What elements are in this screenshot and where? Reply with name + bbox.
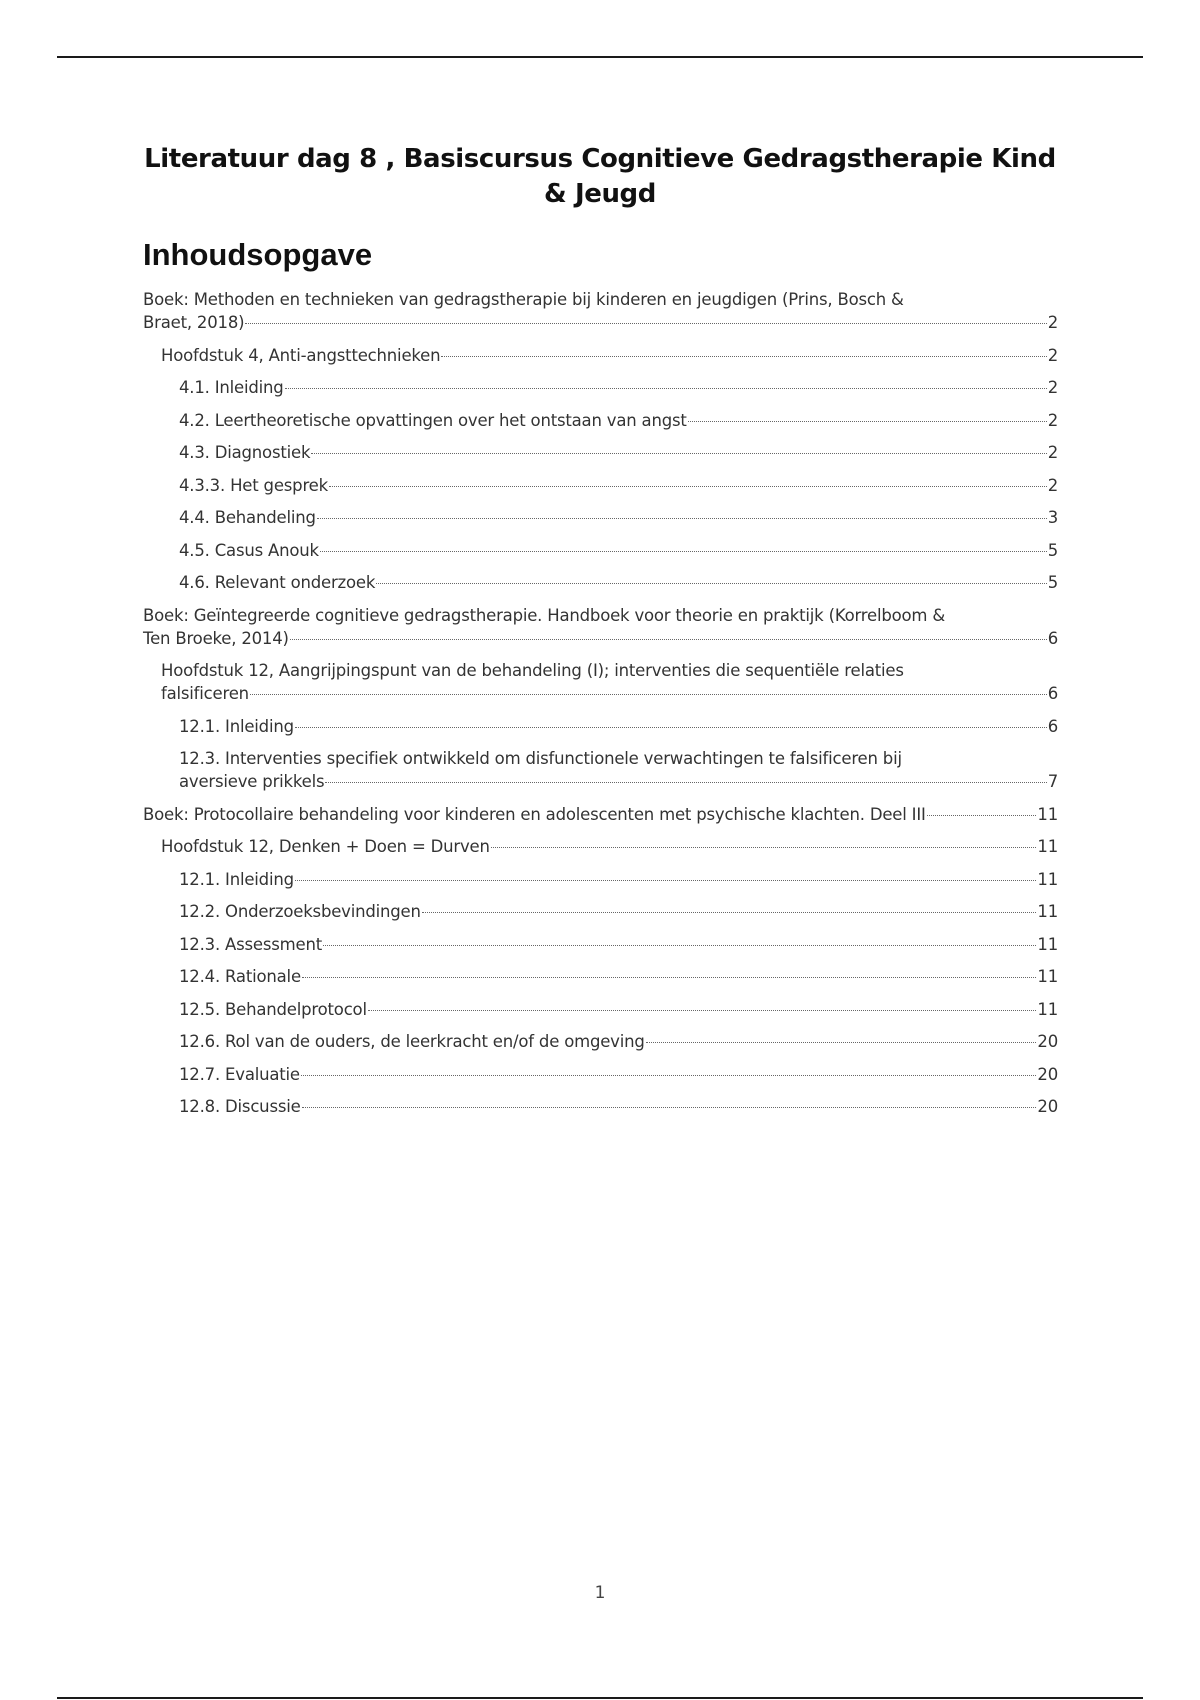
toc-entry[interactable] — [179, 506, 1058, 529]
toc-entry-title: 4.5. Casus Anouk — [179, 540, 319, 560]
toc-entry-title: 12.6. Rol van de ouders, de leerkracht en/of de omgeving — [179, 1032, 645, 1051]
toc-entry[interactable] — [143, 604, 1058, 650]
toc-page-number: 11 — [1037, 804, 1058, 824]
dot-leader — [295, 880, 1037, 881]
dot-leader — [441, 356, 1046, 357]
dot-leader — [646, 1042, 1037, 1043]
toc-entry-title: Hoofdstuk 12, Aangrijpingspunt van de behandeling (I); interventies die sequentiële relaties — [161, 661, 904, 680]
toc-entry[interactable] — [179, 715, 1058, 738]
toc-entry-title: 12.1. Inleiding — [179, 716, 294, 736]
dot-leader — [329, 486, 1047, 487]
document-title: Literatuur dag 8 , Basiscursus Cognitieve Gedragstherapie Kind & Jeugd — [144, 144, 1056, 209]
toc-page-number: 2 — [1047, 475, 1058, 495]
dot-leader — [302, 1107, 1037, 1108]
toc-entry-title: Boek: Protocollaire behandeling voor kinderen en adolescenten met psychische klachten. Deel III — [143, 804, 926, 824]
toc-page-number: 3 — [1047, 508, 1058, 527]
toc-entry-title: Hoofdstuk 4, Anti-angsttechnieken — [161, 345, 441, 365]
toc-entry-title: Boek: Geïntegreerde cognitieve gedragstherapie. Handboek voor theorie en praktijk (Korrelboom & — [143, 605, 946, 625]
toc-page-number: 20 — [1037, 1064, 1058, 1084]
toc-entry-title: 12.3. Interventies specifiek ontwikkeld om disfunctionele verwachtingen te falsificeren bij — [179, 749, 902, 768]
dot-leader — [245, 323, 1046, 324]
toc-entry-title: 12.4. Rationale — [179, 967, 301, 986]
dot-leader — [320, 551, 1047, 552]
toc-entry[interactable] — [161, 659, 1058, 705]
toc-entry[interactable] — [179, 965, 1058, 988]
toc-entry-title: Hoofdstuk 12, Denken + Doen = Durven — [161, 837, 490, 856]
toc-entry-title: 12.8. Discussie — [179, 1097, 301, 1116]
dot-leader — [927, 815, 1037, 816]
dot-leader — [422, 912, 1037, 913]
toc-entry-title: 12.7. Evaluatie — [179, 1064, 300, 1084]
toc-page-number: 2 — [1047, 313, 1058, 332]
toc-entry[interactable] — [179, 539, 1058, 562]
toc-page-number: 6 — [1047, 716, 1058, 736]
dot-leader — [311, 453, 1046, 454]
toc-entry-title: 12.5. Behandelprotocol — [179, 999, 367, 1019]
dot-leader — [302, 977, 1036, 978]
toc-entry[interactable] — [179, 900, 1058, 923]
toc-entry-title: Ten Broeke, 2014) — [143, 628, 289, 648]
toc-entry-title: falsificeren — [161, 684, 249, 703]
footer-rule — [57, 1697, 1143, 1699]
toc-entry[interactable] — [179, 1063, 1058, 1086]
toc-heading: Inhoudsopgave — [143, 237, 373, 272]
dot-leader — [323, 945, 1036, 946]
page-number: 1 — [594, 1583, 606, 1603]
toc-page-number: 11 — [1037, 902, 1058, 921]
toc-page-number: 7 — [1047, 772, 1058, 791]
toc-entry[interactable] — [143, 803, 1058, 826]
dot-leader — [250, 694, 1047, 695]
toc-entry[interactable] — [179, 1030, 1058, 1053]
dot-leader — [301, 1075, 1037, 1076]
toc-entry-title: 12.3. Assessment — [179, 934, 323, 954]
toc-entry-title: 12.1. Inleiding — [179, 869, 294, 889]
toc-page-number: 2 — [1047, 345, 1058, 365]
dot-leader — [295, 727, 1047, 728]
toc-entry-title: Braet, 2018) — [143, 313, 245, 332]
toc-entry-title: Boek: Methoden en technieken van gedragstherapie bij kinderen en jeugdigen (Prins, Bosch & — [143, 290, 904, 309]
dot-leader — [368, 1010, 1037, 1011]
toc-page-number: 2 — [1047, 378, 1058, 397]
toc-entry-title: 4.2. Leertheoretische opvattingen over het ontstaan van angst — [179, 410, 687, 430]
toc-page-number: 11 — [1037, 837, 1058, 856]
toc-entry[interactable] — [179, 376, 1058, 399]
toc-entry[interactable] — [179, 868, 1058, 891]
toc-entry-title: 4.1. Inleiding — [179, 378, 284, 397]
toc-entry[interactable] — [143, 288, 1058, 334]
toc-page-number: 6 — [1047, 684, 1058, 703]
dot-leader — [285, 388, 1047, 389]
dot-leader — [325, 782, 1046, 783]
toc-page-number: 2 — [1047, 410, 1058, 430]
toc-page-number: 2 — [1047, 443, 1058, 462]
toc-page-number: 11 — [1037, 869, 1058, 889]
toc-entry-title: 4.3.3. Het gesprek — [179, 475, 328, 495]
toc-entry[interactable] — [179, 998, 1058, 1021]
dot-leader — [376, 583, 1046, 584]
toc-entry-title: 4.6. Relevant onderzoek — [179, 573, 376, 592]
toc-entry[interactable] — [179, 474, 1058, 497]
toc-entry[interactable] — [179, 747, 1058, 793]
toc-entry-title: aversieve prikkels — [179, 772, 325, 791]
toc-page-number: 11 — [1037, 934, 1058, 954]
toc-page-number: 5 — [1047, 573, 1058, 592]
toc-entry[interactable] — [179, 441, 1058, 464]
toc-page-number: 11 — [1037, 999, 1058, 1019]
toc-entry[interactable] — [179, 409, 1058, 432]
toc-page-number: 5 — [1047, 540, 1058, 560]
toc-page-number: 20 — [1037, 1032, 1058, 1051]
toc-page-number: 20 — [1037, 1097, 1058, 1116]
toc-entry-title: 4.4. Behandeling — [179, 508, 316, 527]
toc-page-number: 11 — [1037, 967, 1058, 986]
toc-entry[interactable] — [179, 933, 1058, 956]
table-of-contents — [143, 0, 1058, 1116]
toc-entry[interactable] — [161, 835, 1058, 858]
dot-leader — [317, 518, 1047, 519]
toc-entry[interactable] — [179, 571, 1058, 594]
toc-page-number: 6 — [1047, 628, 1058, 648]
dot-leader — [688, 421, 1047, 422]
toc-entry-title: 4.3. Diagnostiek — [179, 443, 311, 462]
toc-entry-title: 12.2. Onderzoeksbevindingen — [179, 902, 421, 921]
dot-leader — [290, 639, 1047, 640]
toc-entry[interactable] — [161, 344, 1058, 367]
dot-leader — [491, 847, 1037, 848]
toc-entry[interactable] — [179, 1095, 1058, 1118]
